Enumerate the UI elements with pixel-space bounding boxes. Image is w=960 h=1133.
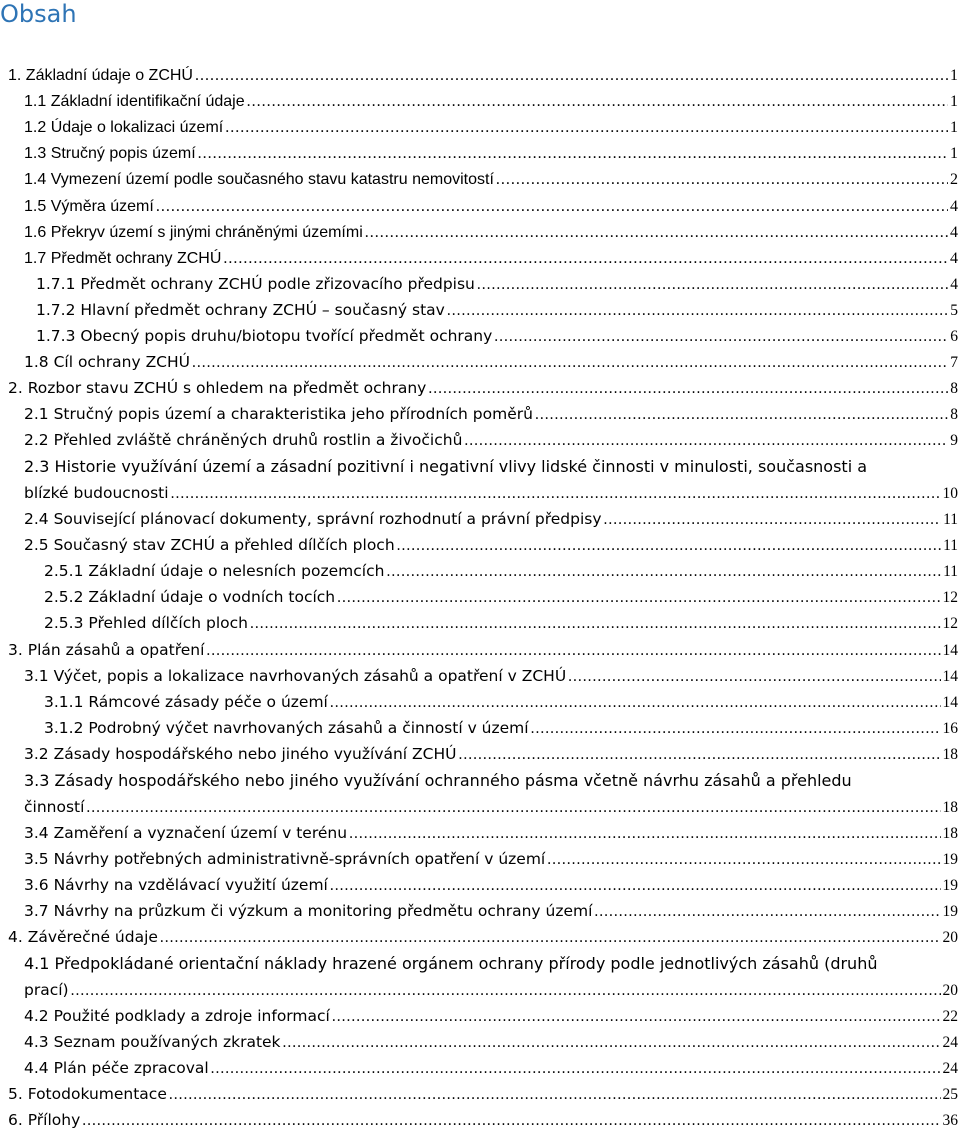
toc-page-number[interactable]: 19	[942, 851, 958, 868]
dot-leader	[547, 847, 940, 872]
dot-leader	[496, 167, 948, 192]
toc-entry-title[interactable]: 4.3 Seznam používaných zkratek	[24, 1033, 281, 1051]
toc-entry[interactable]	[24, 89, 958, 114]
toc-entry-title[interactable]: 2.5.1 Základní údaje o nelesních pozemcích	[44, 562, 385, 580]
dot-leader	[160, 925, 941, 950]
toc-entry[interactable]	[24, 1004, 958, 1029]
dot-leader	[86, 795, 940, 820]
toc-entry[interactable]	[8, 925, 958, 950]
toc-entry[interactable]	[24, 141, 958, 166]
toc-page-number[interactable]: 7	[950, 354, 958, 371]
dot-leader	[568, 664, 940, 689]
dot-leader	[283, 1030, 941, 1055]
toc-entry-title[interactable]: 4.2 Použité podklady a zdroje informací	[24, 1007, 330, 1025]
toc-entry-title[interactable]: 4. Závěrečné údaje	[8, 928, 158, 946]
toc-page-number[interactable]: 18	[942, 799, 958, 816]
dot-leader	[195, 63, 948, 88]
page-title: Obsah	[0, 0, 77, 28]
toc-entry-title[interactable]: 5. Fotodokumentace	[8, 1085, 167, 1103]
toc-entry[interactable]	[24, 899, 958, 924]
toc-entry-title[interactable]: 1. Základní údaje o ZCHÚ	[8, 67, 193, 84]
dot-leader	[494, 324, 948, 349]
dot-leader	[330, 873, 941, 898]
toc-entry[interactable]	[24, 220, 958, 245]
toc-entry-title[interactable]: 3.4 Zaměření a vyznačení území v terénu	[24, 824, 348, 842]
toc-entry[interactable]	[24, 978, 958, 1003]
toc-entry-title[interactable]: 2.4 Související plánovací dokumenty, správní rozhodnutí a právní předpisy	[24, 510, 602, 528]
toc-entry[interactable]	[24, 1030, 958, 1055]
toc-page-number[interactable]: 4	[950, 276, 958, 293]
dot-leader	[459, 742, 941, 767]
dot-leader	[156, 194, 948, 219]
dot-leader	[428, 376, 948, 401]
toc-page-number[interactable]: 12	[942, 615, 958, 632]
dot-leader	[330, 690, 941, 715]
toc-entry[interactable]	[24, 402, 958, 427]
dot-leader	[171, 481, 941, 506]
toc-entry-title[interactable]: 3.7 Návrhy na průzkum či výzkum a monitoring předmětu ochrany území	[24, 902, 593, 920]
toc-page-number[interactable]: 10	[942, 485, 958, 502]
toc-entry-title[interactable]: 1.5 Výměra území	[24, 198, 154, 215]
toc-entry-title[interactable]: 1.4 Vymezení území podle současného stavu katastru nemovitostí	[24, 171, 494, 188]
toc-entry[interactable]	[24, 194, 958, 219]
dot-leader	[169, 1082, 941, 1107]
toc-page-number[interactable]: 19	[942, 903, 958, 920]
toc-entry-title[interactable]: 1.8 Cíl ochrany ZCHÚ	[24, 353, 191, 371]
toc-entry-title[interactable]: 2.2 Přehled zvláště chráněných druhů rostlin a živočichů	[24, 431, 463, 449]
toc-page-number[interactable]: 4	[950, 198, 958, 215]
dot-leader	[594, 899, 940, 924]
toc-entry-title[interactable]: 1.6 Překryv území s jinými chráněnými územími	[24, 224, 363, 241]
toc-entry-title[interactable]: 1.2 Údaje o lokalizaci území	[24, 119, 224, 136]
toc-entry[interactable]	[24, 350, 958, 375]
toc-entry-title[interactable]: 3.2 Zásady hospodářského nebo jiného využívání ZCHÚ	[24, 745, 457, 763]
toc-entry-title[interactable]: 4.4 Plán péče zpracoval	[24, 1059, 209, 1077]
toc-page-number[interactable]: 18	[942, 825, 958, 842]
toc-entry[interactable]	[44, 611, 958, 636]
dot-leader	[198, 141, 948, 166]
toc-entry-title[interactable]: 1.7.3 Obecný popis druhu/biotopu tvořící předmět ochrany	[36, 327, 493, 345]
toc-page-number[interactable]: 1	[950, 119, 958, 136]
toc-page-number[interactable]: 20	[942, 929, 958, 946]
toc-entry[interactable]	[24, 246, 958, 271]
toc-page-number[interactable]: 14	[942, 642, 958, 659]
toc-entry-title[interactable]: 1.3 Stručný popis území	[24, 145, 196, 162]
dot-leader	[531, 716, 941, 741]
dot-leader	[397, 533, 941, 558]
toc-entry-title-continuation[interactable]: činností	[24, 798, 85, 816]
toc-page-number[interactable]: 11	[943, 537, 958, 554]
toc-page-number[interactable]: 4	[950, 224, 958, 241]
toc-page-number[interactable]: 24	[942, 1034, 958, 1051]
toc-entry-title[interactable]: 1.7 Předmět ochrany ZCHÚ	[24, 250, 222, 267]
toc-entry[interactable]	[24, 481, 958, 506]
toc-page-number[interactable]: 20	[942, 982, 958, 999]
toc-entry-title[interactable]: 6. Přílohy	[8, 1111, 81, 1129]
dot-leader	[349, 821, 940, 846]
toc-page-number[interactable]: 14	[942, 668, 958, 685]
toc-entry-title[interactable]: 3.3 Zásady hospodářského nebo jiného využívání ochranného pásma včetně návrhu zásahů a přehledu	[24, 771, 852, 790]
toc-entry[interactable]	[36, 298, 958, 323]
toc-entry-title[interactable]: 2.3 Historie využívání území a zásadní pozitivní i negativní vlivy lidské činnosti v minulosti, současnosti a	[24, 457, 868, 476]
dot-leader	[365, 220, 948, 245]
toc-entry-title[interactable]: 3.5 Návrhy potřebných administrativně-správních opatření v území	[24, 850, 546, 868]
toc-entry-title[interactable]: 2.5.3 Přehled dílčích ploch	[44, 614, 248, 632]
toc-entry-title-continuation[interactable]: blízké budoucnosti	[24, 484, 169, 502]
toc-page-number[interactable]: 25	[942, 1086, 958, 1103]
toc-page-number[interactable]: 8	[950, 380, 958, 397]
dot-leader	[535, 402, 948, 427]
toc-entry[interactable]	[8, 1108, 958, 1133]
toc-entry[interactable]	[36, 272, 958, 297]
dot-leader	[464, 428, 948, 453]
toc-entry[interactable]	[24, 664, 958, 689]
dot-leader	[250, 611, 941, 636]
toc-entry-title[interactable]: 1.1 Základní identifikační údaje	[24, 93, 245, 110]
toc-entry[interactable]	[24, 1056, 958, 1081]
toc-page-number[interactable]: 11	[943, 511, 958, 528]
toc-entry-title[interactable]: 2.1 Stručný popis území a charakteristika jeho přírodních poměrů	[24, 405, 533, 423]
toc-entry-title[interactable]: 2. Rozbor stavu ZCHÚ s ohledem na předmět ochrany	[8, 379, 427, 397]
toc-entry[interactable]	[44, 716, 958, 741]
toc-entry[interactable]	[24, 507, 958, 532]
toc-page-number[interactable]: 1	[950, 145, 958, 162]
toc-page-number[interactable]: 19	[942, 877, 958, 894]
toc-entry[interactable]	[44, 559, 958, 584]
dot-leader	[192, 350, 948, 375]
toc-entry[interactable]	[24, 847, 958, 872]
toc-page-number[interactable]: 36	[942, 1112, 958, 1129]
toc-page-number[interactable]: 16	[942, 720, 958, 737]
toc-entry-title[interactable]: 3.1 Výčet, popis a lokalizace navrhovaných zásahů a opatření v ZCHÚ	[24, 667, 567, 685]
toc-entry[interactable]	[8, 63, 958, 88]
dot-leader	[604, 507, 942, 532]
toc-page-number[interactable]: 6	[950, 328, 958, 345]
toc-entry[interactable]	[8, 638, 958, 663]
toc-entry[interactable]	[44, 690, 958, 715]
toc-entry[interactable]	[24, 533, 958, 558]
dot-leader	[225, 115, 948, 140]
toc-entry[interactable]	[36, 324, 958, 349]
toc-page-number[interactable]: 5	[950, 302, 958, 319]
toc-page-number[interactable]: 8	[950, 406, 958, 423]
toc-entry-title[interactable]: 3. Plán zásahů a opatření	[8, 641, 205, 659]
toc-entry[interactable]	[24, 742, 958, 767]
toc-page-number[interactable]: 24	[942, 1060, 958, 1077]
toc-entry[interactable]	[24, 821, 958, 846]
toc-entry[interactable]	[24, 167, 958, 192]
toc-entry-title[interactable]: 3.6 Návrhy na vzdělávací využití území	[24, 876, 328, 894]
toc-page-number[interactable]: 14	[942, 694, 958, 711]
dot-leader	[71, 978, 941, 1003]
toc-entry-title[interactable]: 1.7.2 Hlavní předmět ochrany ZCHÚ – současný stav	[36, 301, 445, 319]
toc-entry-title[interactable]: 2.5 Současný stav ZCHÚ a přehled dílčích ploch	[24, 536, 395, 554]
dot-leader	[211, 1056, 941, 1081]
toc-entry[interactable]	[24, 795, 958, 820]
toc-page-number[interactable]: 22	[942, 1008, 958, 1025]
toc-entry-title[interactable]: 1.7.1 Předmět ochrany ZCHÚ podle zřizovacího předpisu	[36, 275, 475, 293]
toc-entry-title[interactable]: 3.1.2 Podrobný výčet navrhovaných zásahů a činností v území	[44, 719, 529, 737]
toc-entry[interactable]	[24, 428, 958, 453]
toc-entry-title-continuation[interactable]: prací)	[24, 981, 69, 999]
dot-leader	[206, 638, 940, 663]
toc-page-number[interactable]: 2	[950, 171, 958, 188]
toc-page-number[interactable]: 1	[950, 67, 958, 84]
dot-leader	[337, 585, 940, 610]
dot-leader	[477, 272, 948, 297]
toc-page-number[interactable]: 18	[942, 746, 958, 763]
toc-entry[interactable]	[24, 873, 958, 898]
toc-entry[interactable]	[44, 585, 958, 610]
toc-entry-title[interactable]: 4.1 Předpokládané orientační náklady hrazené orgánem ochrany přírody podle jednotlivých zásahů (druhů	[24, 954, 878, 973]
toc-page-number[interactable]: 11	[943, 563, 958, 580]
dot-leader	[247, 89, 948, 114]
toc-entry-title[interactable]: 2.5.2 Základní údaje o vodních tocích	[44, 588, 336, 606]
dot-leader	[386, 559, 941, 584]
toc-page-number[interactable]: 1	[950, 93, 958, 110]
dot-leader	[332, 1004, 941, 1029]
dot-leader	[82, 1108, 940, 1133]
toc-entry[interactable]	[24, 115, 958, 140]
toc-page-number[interactable]: 9	[950, 432, 958, 449]
dot-leader	[223, 246, 948, 271]
toc-entry-title[interactable]: 3.1.1 Rámcové zásady péče o území	[44, 693, 328, 711]
toc-entry[interactable]	[8, 1082, 958, 1107]
toc-page-number[interactable]: 4	[950, 250, 958, 267]
toc-entry[interactable]	[8, 376, 958, 401]
toc-page-number[interactable]: 12	[942, 589, 958, 606]
dot-leader	[447, 298, 948, 323]
